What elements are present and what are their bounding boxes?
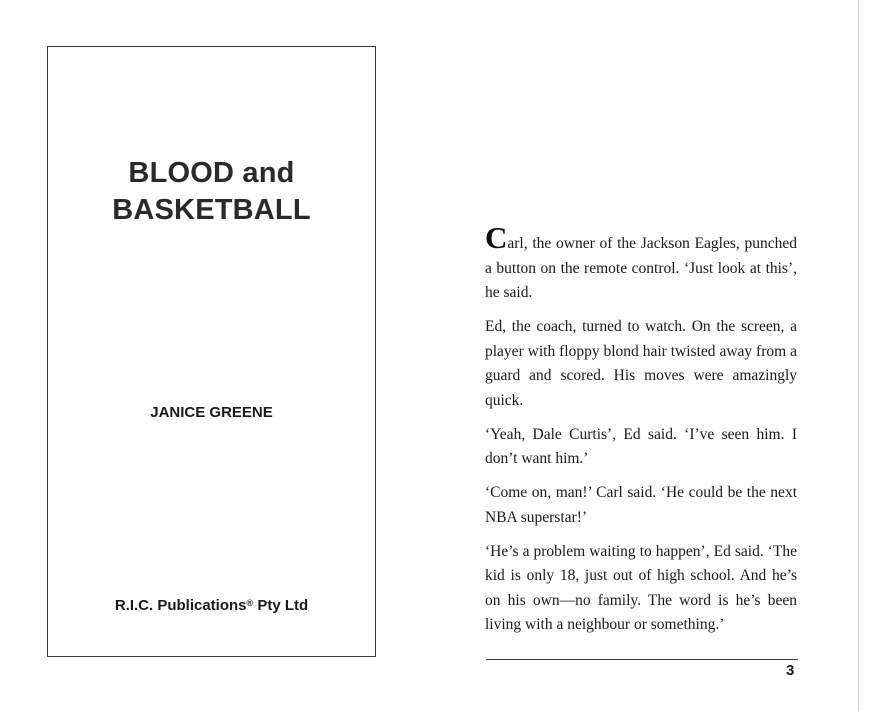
book-title-line-1: BLOOD and [128,157,295,189]
paragraph-4: ‘Come on, man!’ Carl said. ‘He could be the next NBA superstar!’ [485,484,797,526]
paragraph-1 [485,220,797,306]
publisher-suffix: Pty Ltd [253,597,309,614]
page-edge-line [858,0,859,711]
book-title-line-2: BASKETBALL [112,194,311,226]
footer-rule [486,659,798,660]
story-text [485,220,797,647]
paragraph-1-text: arl, the owner of the Jackson Eagles, punched a button on the remote control. ‘Just look at this’, he said. [485,235,797,301]
registered-mark: ® [246,598,254,608]
publisher-name: R.I.C. Publications [114,597,247,614]
title-page-frame [47,46,376,657]
paragraph-3: ‘Yeah, Dale Curtis’, Ed said. ‘I’ve seen him. I don’t want him.’ [485,425,797,467]
author-name: JANICE GREENE [150,404,273,421]
drop-cap: C [485,220,508,255]
publisher [48,597,375,614]
page-number: 3 [786,662,795,679]
paragraph-2: Ed, the coach, turned to watch. On the screen, a player with floppy blond hair twisted away from a guard and scored. His moves were amazingly quick. [485,318,797,409]
paragraph-5: ‘He’s a problem waiting to happen’, Ed said. ‘The kid is only 18, just out of high school. And he’s on his own—no family. The word is he’s been living with a neighbour or something.’ [485,542,797,633]
